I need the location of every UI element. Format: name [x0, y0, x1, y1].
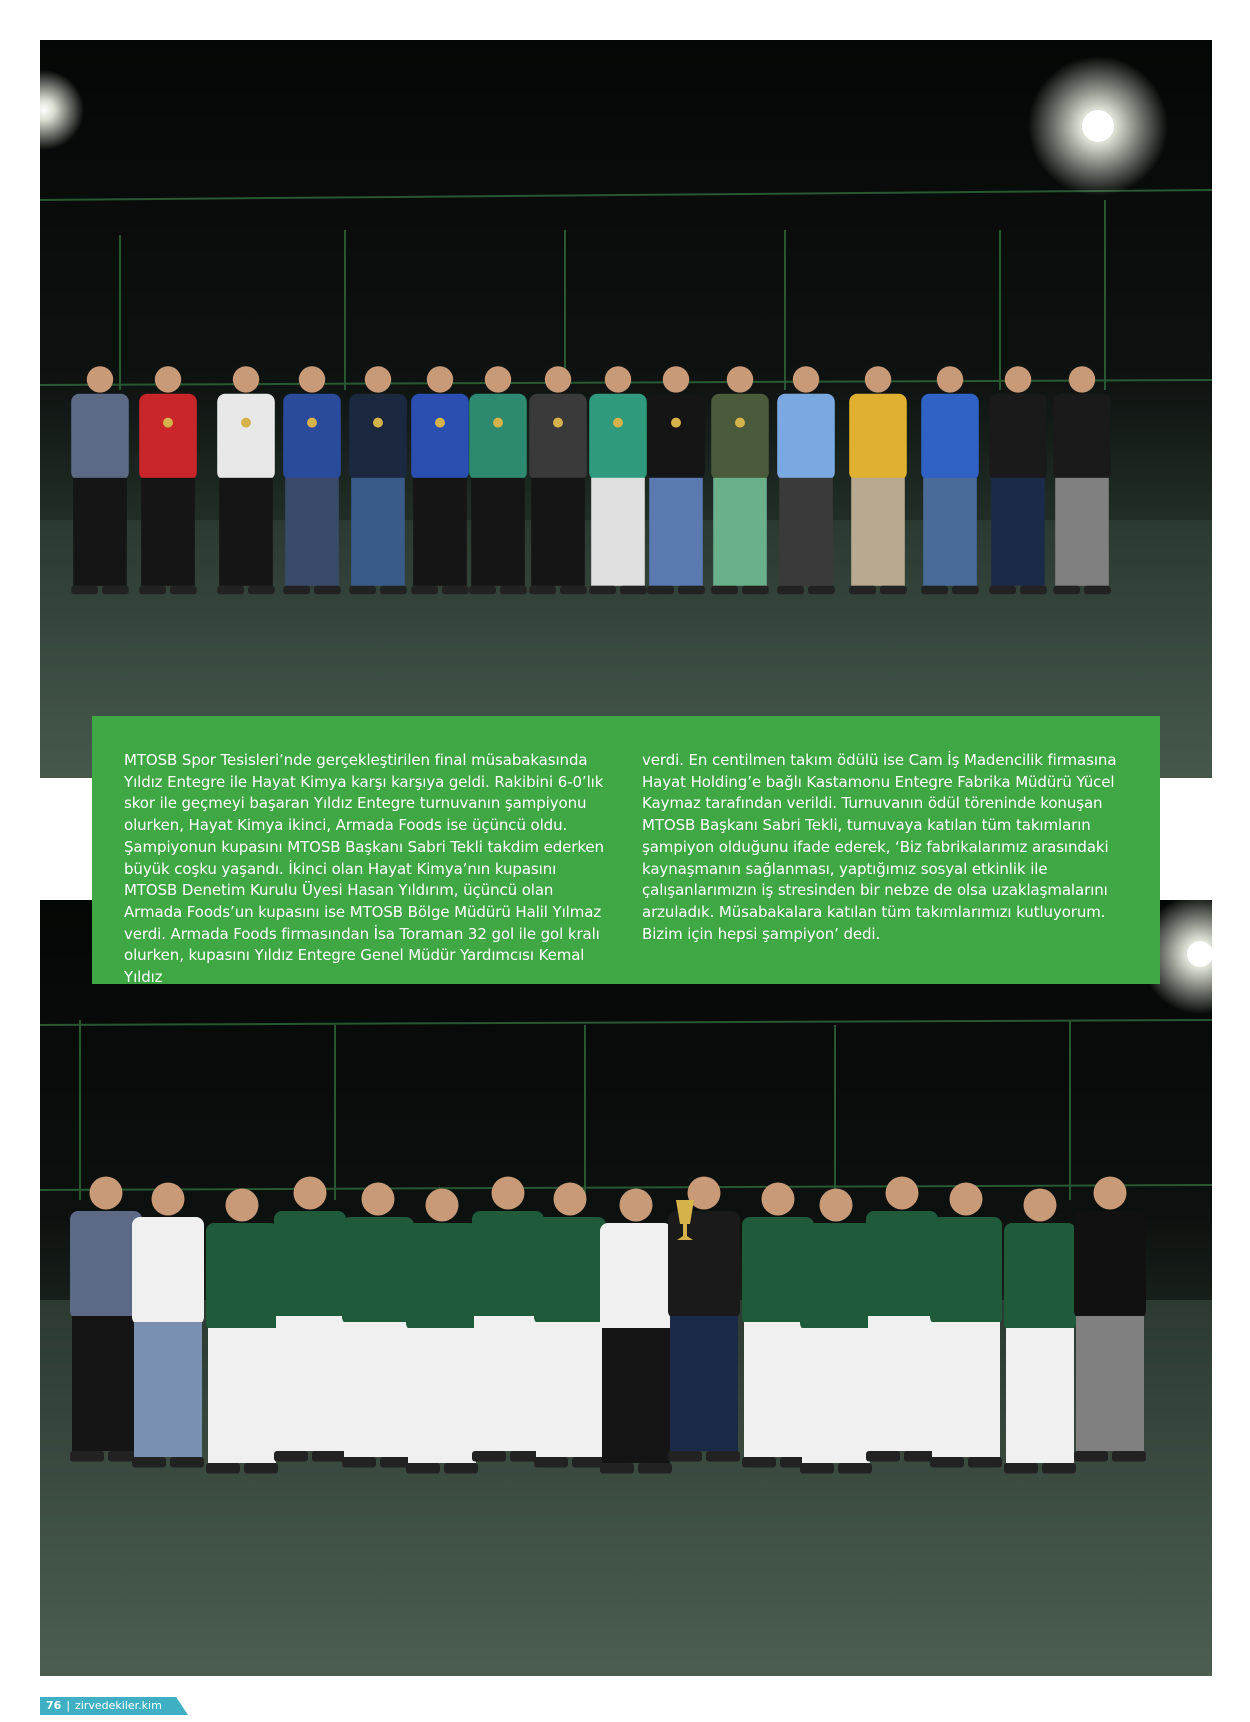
person-bottom [930, 1183, 1002, 1468]
person-top [921, 366, 979, 594]
footer-site-link[interactable]: zirvedekiler.kim [75, 1699, 162, 1712]
person-bottom [406, 1189, 478, 1474]
team-photo-top [40, 40, 1212, 778]
person-top [777, 366, 835, 594]
person-top [711, 366, 769, 594]
page-number: 76 [46, 1699, 62, 1712]
article-column-1 [124, 750, 606, 987]
person-bottom [472, 1177, 544, 1462]
article-text-1: MTOSB Spor Tesisleri’nde gerçekleştirilen final müsabakasında Yıldız Entegre ile Hayat Kimya karşı karşıya geldi. Rakibini 6-0’lık skor ile geçmeyi başaran Yıldız Entegre turnuvanın şampiyonu olurken, Hayat Kimya ikinci, Armada Foods ise üçüncü oldu. Şampiyonun kupasını MTOSB Başkanı Sabri Tekli takdim ederken büyük coşku yaşandı. İkinci olan Hayat Kimya’nın kupasını MTOSB Denetim Kurulu Üyesi Hasan Yıldırım, üçüncü olan Armada Foods’un kupasını ise MTOSB Bölge Müdürü Halil Yılmaz verdi. Armada Foods firmasından İsa Toraman 32 gol ile gol kralı olurken, kupasını Yıldız Entegre Genel Müdür Yardımcısı Kemal Yıldız [124, 751, 604, 987]
person-top [469, 366, 527, 594]
person-top [849, 366, 907, 594]
person-bottom [668, 1177, 740, 1462]
person-top [71, 366, 129, 594]
footer-separator: | [66, 1699, 71, 1712]
person-top [1053, 366, 1111, 594]
person-bottom [70, 1177, 142, 1462]
person-top [647, 366, 705, 594]
team-photo-medals-image [40, 40, 1212, 778]
person-top [411, 366, 469, 594]
person-top [283, 366, 341, 594]
page-footer [40, 1697, 188, 1715]
person-top [989, 366, 1047, 594]
person-bottom [866, 1177, 938, 1462]
article-text-2: verdi. En centilmen takım ödülü ise Cam İş Madencilik firmasına Hayat Holding’e bağlı Kastamonu Entegre Fabrika Müdürü Yücel Kaymaz tarafından verildi. Turnuvanın ödül töreninde konuşan MTOSB Başkanı Sabri Tekli, turnuvaya katılan tüm takımların şampiyon olduğunu ifade ederek, ‘Biz fabrikalarımız arasındaki kaynaşmanın sağlanması, yaptığımız sosyal etkinlik ile çalışanlarımızın iş stresinden bir nebze de olsa uzaklaşmalarını arzuladık. Müsabakalara katılan tüm takımlarımızı kutluyorum. Bizim için hepsi şampiyon’ dedi. [642, 751, 1117, 943]
person-top [349, 366, 407, 594]
article-panel [92, 716, 1160, 987]
person-bottom [800, 1189, 872, 1474]
person-bottom [132, 1183, 204, 1468]
person-bottom [534, 1183, 606, 1468]
person-top [589, 366, 647, 594]
team-photo-bottom [40, 900, 1212, 1676]
team-photo-trophy-image [40, 900, 1212, 1676]
article-column-2 [642, 750, 1124, 984]
person-top [529, 366, 587, 594]
person-bottom [1074, 1177, 1146, 1462]
person-bottom [1004, 1189, 1076, 1474]
person-bottom [600, 1189, 672, 1474]
person-bottom [206, 1189, 278, 1474]
person-bottom [274, 1177, 346, 1462]
person-bottom [342, 1183, 414, 1468]
person-top [139, 366, 197, 594]
person-top [217, 366, 275, 594]
